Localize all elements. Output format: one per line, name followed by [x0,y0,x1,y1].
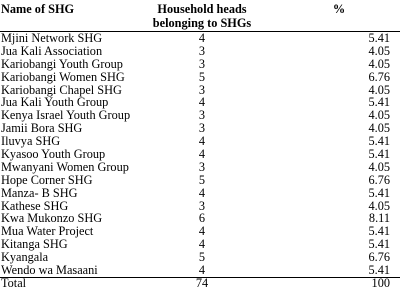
row-count: 5 [198,172,206,187]
table-header [0,0,400,32]
row-percent: 4.05 [368,56,390,71]
row-name: Kyangala [1,250,49,265]
table-row [0,264,400,277]
row-name: Jua Kali Youth Group [1,95,109,110]
table-row [0,187,400,200]
row-percent: 5.41 [368,224,390,239]
header-households-line2: belonging to SHGs [152,16,252,30]
row-name: Kyasoo Youth Group [1,147,106,162]
row-percent: 5.41 [368,237,390,252]
row-percent: 4.05 [368,43,390,58]
row-name: Jamii Bora SHG [1,121,83,136]
table-row [0,71,400,84]
row-percent: 6.76 [368,172,390,187]
row-name: Jua Kali Association [1,43,103,58]
row-count: 5 [198,250,206,265]
total-percent: 100 [371,275,390,290]
table-row [0,161,400,174]
row-name: Kariobangi Chapel SHG [1,82,122,97]
row-count: 3 [198,56,206,71]
row-count: 4 [198,237,206,252]
row-count: 3 [198,43,206,58]
row-name: Mwanyani Women Group [1,159,129,174]
row-name: Kitanga SHG [1,237,68,252]
row-percent: 4.05 [368,108,390,123]
row-count: 4 [198,147,206,162]
row-percent: 5.41 [368,147,390,162]
row-count: 4 [198,224,206,239]
row-count: 4 [198,31,206,45]
row-percent: 5.41 [368,185,390,200]
row-count: 3 [198,121,206,136]
row-name: Kwa Mukonzo SHG [1,211,103,226]
table-row [0,148,400,161]
row-name: Kariobangi Women SHG [1,69,125,84]
table-row [0,32,400,45]
row-percent: 8.11 [368,211,390,226]
table-row [0,45,400,58]
row-name: Kenya Israel Youth Group [1,108,131,123]
row-count: 3 [198,198,206,213]
total-count: 74 [195,275,209,290]
row-percent: 4.05 [368,121,390,136]
header-percent: % [332,2,346,16]
row-count: 4 [198,185,206,200]
row-count: 3 [198,82,206,97]
total-label: Total [1,275,27,290]
row-percent: 4.05 [368,198,390,213]
row-count: 5 [198,69,206,84]
header-households [137,2,267,30]
row-count: 3 [198,108,206,123]
row-percent: 5.41 [368,263,390,278]
row-name: Mua Water Project [1,224,94,239]
row-percent: 5.41 [368,95,390,110]
row-count: 3 [198,159,206,174]
row-name: Hope Corner SHG [1,172,93,187]
table-row [0,174,400,187]
header-households-line1: Household heads [157,2,247,16]
row-percent: 5.41 [368,134,390,149]
row-count: 4 [198,134,206,149]
total-row [0,277,400,290]
row-percent: 5.41 [368,31,390,45]
table-row [0,58,400,71]
row-percent: 6.76 [368,69,390,84]
row-percent: 6.76 [368,250,390,265]
row-count: 4 [198,263,206,278]
row-name: Kathese SHG [1,198,69,213]
row-count: 4 [198,95,206,110]
row-name: Manza- B SHG [1,185,78,200]
header-name: Name of SHG [1,2,75,16]
row-name: Kariobangi Youth Group [1,56,123,71]
row-percent: 4.05 [368,159,390,174]
row-name: Mjini Network SHG [1,31,103,45]
row-count: 6 [198,211,206,226]
table-body [0,32,400,277]
row-name: Wendo wa Masaani [1,263,98,278]
row-name: Iluvya SHG [1,134,61,149]
row-percent: 4.05 [368,82,390,97]
